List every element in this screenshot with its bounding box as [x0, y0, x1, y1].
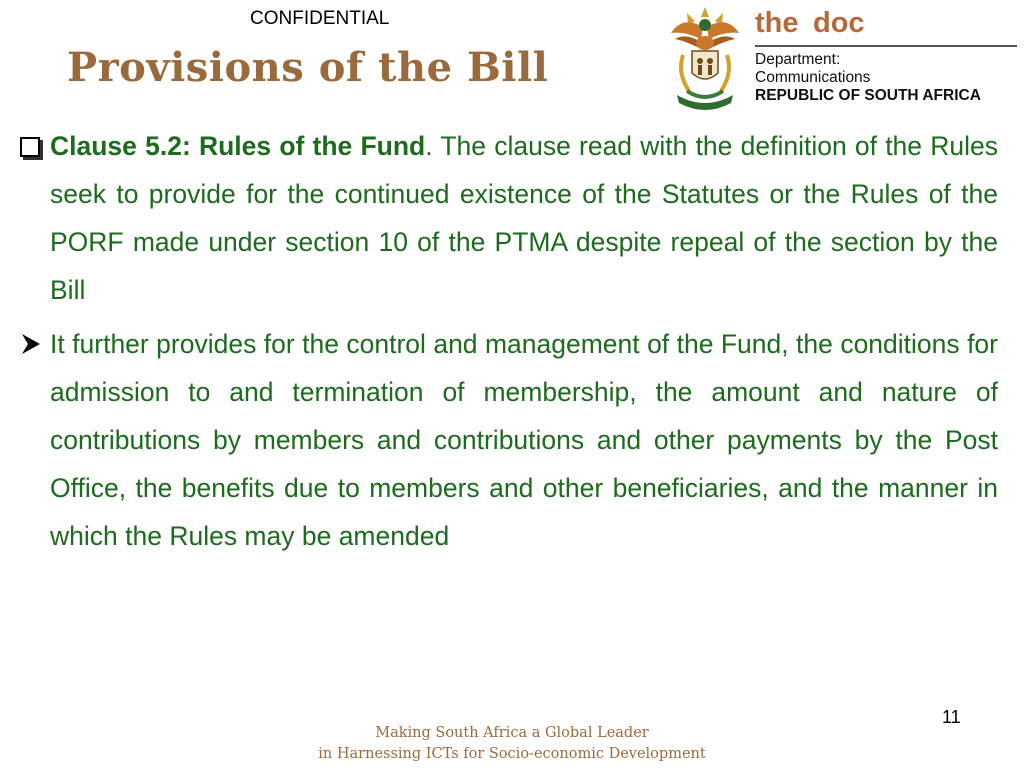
confidential-label: CONFIDENTIAL: [250, 8, 390, 29]
clause-text: . The clause read with the definition of the Rules seek to provide for the continued existence of the Statutes or the Rules of the PORF made under section 10 of the PTMA despite repeal of the section by the Bill: [50, 131, 998, 305]
clause-heading: Clause 5.2: Rules of the Fund: [50, 131, 426, 161]
coat-of-arms-icon: [663, 3, 747, 111]
brand-divider: [755, 45, 1017, 47]
country-label: REPUBLIC OF SOUTH AFRICA: [755, 87, 981, 104]
slide-title: Provisions of the Bill: [67, 44, 549, 91]
department-logo: [663, 3, 1018, 111]
footer-line-2: in Harnessing ICTs for Socio-economic Development: [318, 746, 706, 762]
footer-line-1: Making South Africa a Global Leader: [375, 725, 649, 741]
provisions-text: It further provides for the control and management of the Fund, the conditions for admission to and termination of membership, the amount and nature of contributions by members and contributions and other payments by the Post Office, the benefits due to members and other beneficiaries, and the manner in which the Rules may be amended: [50, 329, 998, 551]
brand-the: the: [755, 7, 799, 39]
ministry-label: Communications: [755, 69, 871, 86]
brand-block: [755, 3, 1017, 111]
arrow-bullet-icon: [20, 332, 42, 356]
brand-doc: doc: [813, 7, 865, 39]
slide-body: [20, 122, 998, 560]
bullet-item-provisions: [20, 320, 998, 560]
bullet-item-clause: [20, 122, 998, 314]
page-number: 11: [942, 707, 961, 727]
footer-tagline: [0, 723, 1024, 765]
department-label: Department:: [755, 51, 841, 68]
